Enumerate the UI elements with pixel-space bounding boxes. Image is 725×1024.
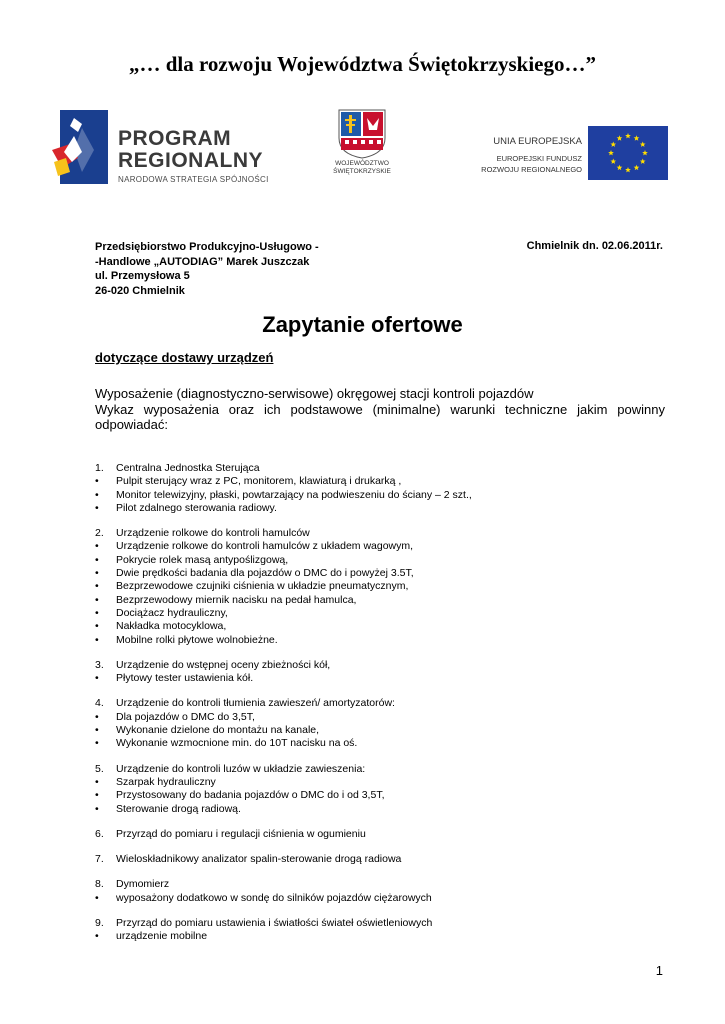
list-item-number: 3. xyxy=(95,658,104,671)
list-item-title xyxy=(95,763,665,776)
list-bullet-item xyxy=(95,737,665,750)
intro-line1: Wyposażenie (diagnostyczno-serwisowe) okręgowej stacji kontroli pojazdów xyxy=(95,386,534,401)
bullet-text: Mobilne rolki płytowe wolnobieżne. xyxy=(116,633,278,646)
list-bullet-item xyxy=(95,930,665,943)
equipment-list xyxy=(95,462,665,956)
list-group xyxy=(95,659,665,686)
list-item-number: 4. xyxy=(95,697,104,710)
bullet-icon: • xyxy=(95,567,99,580)
list-item-number: 6. xyxy=(95,827,104,840)
list-item-text: Urządzenie do kontroli tłumienia zawieszeń/ amortyzatorów: xyxy=(116,697,395,710)
list-item-number: 9. xyxy=(95,917,104,930)
list-group xyxy=(95,697,665,750)
document-title: Zapytanie ofertowe xyxy=(262,312,463,337)
list-group xyxy=(95,763,665,816)
bullet-text: Monitor telewizyjny, płaski, powtarzający na podwieszeniu do ściany – 2 szt., xyxy=(116,488,472,501)
list-bullet-item xyxy=(95,620,665,633)
bullet-text: Pulpit sterujący wraz z PC, monitorem, klawiaturą i drukarką , xyxy=(116,475,402,488)
program-regionalny-logo xyxy=(52,108,302,188)
bullet-icon: • xyxy=(95,802,99,815)
bullet-icon: • xyxy=(95,633,99,646)
bullet-icon: • xyxy=(95,606,99,619)
list-item-text: Przyrząd do pomiaru ustawienia i światłości świateł oświetleniowych xyxy=(116,917,433,930)
eu-line2: EUROPEJSKI FUNDUSZ xyxy=(496,154,582,163)
bullet-text: Urządzenie rolkowe do kontroli hamulców z układem wagowym, xyxy=(116,540,414,553)
bullet-icon: • xyxy=(95,475,99,488)
bullet-text: urządzenie mobilne xyxy=(116,930,208,943)
bullet-icon: • xyxy=(95,737,99,750)
list-group xyxy=(95,878,665,905)
intro-text xyxy=(95,386,665,433)
list-item-text: Urządzenie rolkowe do kontroli hamulców xyxy=(116,527,310,540)
bullet-text: Pokrycie rolek masą antypoślizgową, xyxy=(116,553,289,566)
list-bullet-item xyxy=(95,711,665,724)
list-bullet-item xyxy=(95,672,665,685)
bullet-icon: • xyxy=(95,930,99,943)
sender-line3: ul. Przemysłowa 5 xyxy=(95,270,190,282)
bullet-icon: • xyxy=(95,580,99,593)
bullet-icon: • xyxy=(95,710,99,723)
list-bullet-item xyxy=(95,789,665,802)
list-item-title xyxy=(95,853,665,866)
list-bullet-item xyxy=(95,540,665,553)
date-line: Chmielnik dn. 02.06.2011r. xyxy=(526,240,663,252)
bullet-icon: • xyxy=(95,724,99,737)
list-bullet-item xyxy=(95,634,665,647)
list-group xyxy=(95,527,665,647)
bullet-text: Bezprzewodowy miernik nacisku na pedał hamulca, xyxy=(116,593,357,606)
bullet-text: Sterowanie drogą radiową. xyxy=(116,802,241,815)
bullet-icon: • xyxy=(95,553,99,566)
list-item-title xyxy=(95,462,665,475)
eu-flag-icon xyxy=(588,126,668,180)
eu-line1: UNIA EUROPEJSKA xyxy=(493,136,582,147)
list-bullet-item xyxy=(95,594,665,607)
bullet-icon: • xyxy=(95,620,99,633)
sender-line2: -Handlowe „AUTODIAG” Marek Juszczak xyxy=(95,255,310,268)
program-regionalny-line1: PROGRAM xyxy=(118,127,232,150)
list-group xyxy=(95,828,665,841)
list-item-number: 1. xyxy=(95,462,104,474)
bullet-text: Dociążacz hydrauliczny, xyxy=(116,606,228,619)
list-item-title xyxy=(95,659,665,672)
list-bullet-item xyxy=(95,567,665,580)
list-group xyxy=(95,853,665,866)
sender-line4: 26-020 Chmielnik xyxy=(95,284,185,297)
intro-line2: Wykaz wyposażenia oraz ich podstawowe (minimalne) warunki techniczne jakim powinny odpowiadać: xyxy=(95,401,665,432)
list-bullet-item xyxy=(95,776,665,789)
bullet-text: Nakładka motocyklowa, xyxy=(116,620,227,633)
bullet-icon: • xyxy=(95,789,99,802)
list-bullet-item xyxy=(95,475,665,488)
bullet-icon: • xyxy=(95,501,99,514)
bullet-text: Dwie prędkości badania dla pojazdów o DMC do i powyżej 3.5T, xyxy=(116,567,414,580)
list-item-number: 5. xyxy=(95,762,104,775)
wojewodztwo-line1: WOJEWÓDZTWO xyxy=(335,160,389,167)
document-subtitle: dotyczące dostawy urządzeń xyxy=(95,350,274,365)
bullet-text: Pilot zdalnego sterowania radiowy. xyxy=(116,501,277,514)
list-group xyxy=(95,917,665,944)
header-motto: „… dla rozwoju Województwa Świętokrzyskiego…” xyxy=(128,52,597,76)
list-item-number: 7. xyxy=(95,853,104,866)
list-bullet-item xyxy=(95,803,665,816)
eu-logo xyxy=(472,126,672,196)
bullet-icon: • xyxy=(95,488,99,501)
wojewodztwo-line2: ŚWIĘTOKRZYSKIE xyxy=(333,168,391,175)
wojewodztwo-logo xyxy=(322,108,402,188)
bullet-icon: • xyxy=(95,891,99,904)
bullet-text: Szarpak hydrauliczny xyxy=(116,775,216,788)
list-item-title xyxy=(95,828,665,841)
bullet-icon: • xyxy=(95,540,99,553)
list-item-text: Wieloskładnikowy analizator spalin-sterowanie drogą radiowa xyxy=(116,853,402,866)
bullet-icon: • xyxy=(95,775,99,788)
list-bullet-item xyxy=(95,502,665,515)
list-bullet-item xyxy=(95,580,665,593)
bullet-icon: • xyxy=(95,672,99,685)
list-bullet-item xyxy=(95,892,665,905)
list-item-number: 8. xyxy=(95,878,104,891)
page-number: 1 xyxy=(655,963,663,978)
list-item-text: Centralna Jednostka Sterująca xyxy=(116,462,260,474)
eu-line3: ROZWOJU REGIONALNEGO xyxy=(481,165,582,174)
bullet-text: Bezprzewodowe czujniki ciśnienia w układzie pneumatycznym, xyxy=(116,580,409,593)
list-item-text: Dymomierz xyxy=(116,878,170,891)
list-bullet-item xyxy=(95,554,665,567)
program-regionalny-line3: NARODOWA STRATEGIA SPÓJNOŚCI xyxy=(118,175,269,184)
bullet-text: Wykonanie wzmocnione min. do 10T nacisku na oś. xyxy=(116,737,358,750)
bullet-text: Dla pojazdów o DMC do 3,5T, xyxy=(116,710,255,723)
bullet-text: Płytowy tester ustawienia kół. xyxy=(116,672,254,685)
list-item-title xyxy=(95,917,665,930)
list-item-text: Urządzenie do kontroli luzów w układzie zawieszenia: xyxy=(116,762,366,775)
list-item-text: Urządzenie do wstępnej oceny zbieżności kół, xyxy=(116,658,331,671)
list-item-title xyxy=(95,878,665,891)
list-bullet-item xyxy=(95,489,665,502)
program-regionalny-line2: REGIONALNY xyxy=(118,149,264,172)
program-regionalny-icon xyxy=(52,110,108,184)
list-bullet-item xyxy=(95,724,665,737)
list-item-text: Przyrząd do pomiaru i regulacji ciśnienia w ogumieniu xyxy=(116,827,366,840)
coat-of-arms-icon xyxy=(337,108,387,160)
list-item-number: 2. xyxy=(95,527,104,540)
bullet-text: Wykonanie dzielone do montażu na kanale, xyxy=(116,724,320,737)
list-item-title xyxy=(95,527,665,540)
logo-bar xyxy=(52,108,672,198)
bullet-text: Przystosowany do badania pojazdów o DMC do i od 3,5T, xyxy=(116,789,385,802)
bullet-icon: • xyxy=(95,593,99,606)
bullet-text: wyposażony dodatkowo w sondę do silników pojazdów ciężarowych xyxy=(116,891,432,904)
sender-line1: Przedsiębiorstwo Produkcyjno-Usługowo - xyxy=(95,241,319,253)
list-group xyxy=(95,462,665,515)
list-bullet-item xyxy=(95,607,665,620)
sender-address xyxy=(95,240,319,298)
list-item-title xyxy=(95,697,665,710)
